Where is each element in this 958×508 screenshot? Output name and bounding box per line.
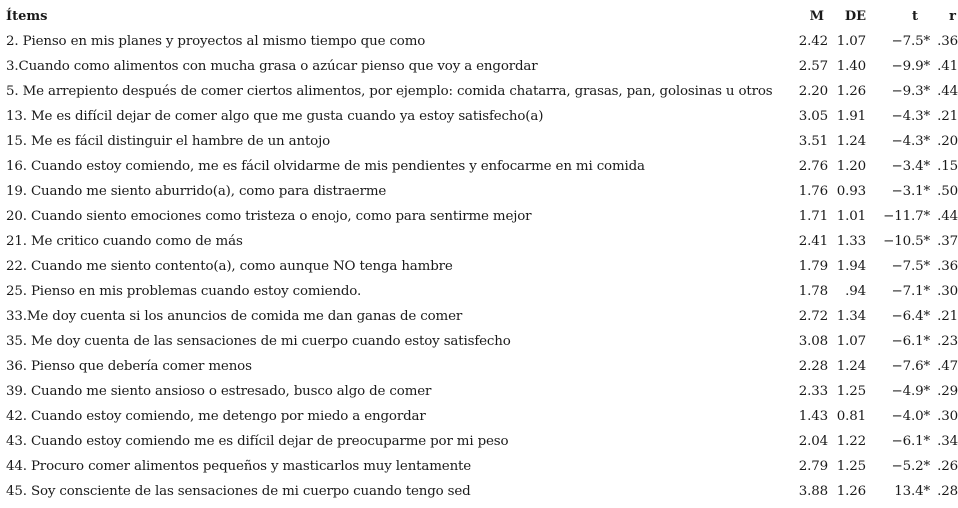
cell-item: 15. Me es fácil distinguir el hambre de un antojo [6,134,331,149]
cell-m: 2.42 [798,34,828,49]
cell-m: 2.28 [798,359,828,374]
cell-m: 1.78 [798,284,828,299]
cell-t: −9.3* [891,84,930,99]
cell-r: .21 [937,109,958,124]
cell-m: 2.20 [798,84,828,99]
cell-r: .21 [937,309,958,324]
table-row [6,304,958,329]
cell-item: 45. Soy consciente de las sensaciones de mi cuerpo cuando tengo sed [6,484,471,499]
cell-r: .26 [937,459,958,474]
cell-item: 3.Cuando como alimentos con mucha grasa o azúcar pienso que voy a engordar [6,59,538,74]
cell-t: −9.9* [891,59,930,74]
table-row [6,204,958,229]
cell-r: .37 [937,234,958,249]
cell-t: −7.6* [891,359,930,374]
cell-item: 13. Me es difícil dejar de comer algo que me gusta cuando ya estoy satisfecho(a) [6,109,544,124]
cell-t: −4.3* [891,109,930,124]
cell-r: .20 [937,134,958,149]
cell-r: .44 [937,84,958,99]
cell-item: 33.Me doy cuenta si los anuncios de comida me dan ganas de comer [6,309,463,324]
cell-item: 22. Cuando me siento contento(a), como aunque NO tenga hambre [6,259,453,274]
cell-r: .50 [937,184,958,199]
cell-m: 3.51 [798,134,828,149]
cell-de: .94 [845,284,866,299]
cell-m: 2.72 [798,309,828,324]
cell-item: 21. Me critico cuando como de más [6,234,243,249]
header-t: t [911,9,918,24]
cell-t: −3.4* [891,159,930,174]
cell-r: .29 [937,384,958,399]
table-row [6,479,958,504]
table-row [6,154,958,179]
cell-de: 1.22 [836,434,866,449]
cell-de: 1.01 [836,209,866,224]
header-r: r [949,9,956,24]
table-row [6,129,958,154]
cell-t: −7.5* [891,34,930,49]
cell-de: 1.07 [836,34,866,49]
table-row [6,54,958,79]
cell-item: 20. Cuando siento emociones como tristeza o enojo, como para sentirme mejor [6,209,532,224]
table-row [6,404,958,429]
items-table [6,5,958,504]
cell-r: .36 [937,259,958,274]
cell-item: 43. Cuando estoy comiendo me es difícil dejar de preocuparme por mi peso [6,434,509,449]
cell-item: 36. Pienso que debería comer menos [6,359,252,374]
cell-item: 44. Procuro comer alimentos pequeños y masticarlos muy lentamente [6,459,472,474]
cell-m: 2.57 [798,59,828,74]
cell-t: −11.7* [883,209,930,224]
table-header-row [6,5,958,29]
cell-r: .23 [937,334,958,349]
cell-de: 1.07 [836,334,866,349]
cell-t: −6.4* [891,309,930,324]
table-row [6,429,958,454]
cell-m: 2.79 [798,459,828,474]
cell-item: 19. Cuando me siento aburrido(a), como para distraerme [6,184,387,199]
cell-r: .34 [937,434,958,449]
table-row [6,179,958,204]
cell-de: 1.34 [836,309,866,324]
cell-m: 2.04 [798,434,828,449]
cell-item: 5. Me arrepiento después de comer ciertos alimentos, por ejemplo: comida chatarra, grasas, pan, golosinas u otros [6,84,773,99]
cell-de: 1.26 [836,84,866,99]
cell-de: 1.26 [836,484,866,499]
cell-m: 2.41 [798,234,828,249]
header-de: DE [844,9,866,24]
cell-item: 39. Cuando me siento ansioso o estresado, busco algo de comer [6,384,432,399]
cell-r: .36 [937,34,958,49]
cell-m: 1.71 [798,209,828,224]
cell-de: 1.40 [836,59,866,74]
cell-r: .30 [937,409,958,424]
cell-t: −4.0* [891,409,930,424]
table-row [6,379,958,404]
cell-t: −3.1* [891,184,930,199]
cell-de: 0.81 [836,409,866,424]
table-row [6,254,958,279]
table-row [6,279,958,304]
cell-de: 1.25 [836,384,866,399]
cell-r: .41 [937,59,958,74]
table-row [6,329,958,354]
cell-t: −7.1* [891,284,930,299]
table-row [6,79,958,104]
table-row [6,229,958,254]
table-row [6,454,958,479]
cell-m: 1.43 [798,409,828,424]
cell-m: 2.76 [798,159,828,174]
cell-t: −5.2* [891,459,930,474]
cell-m: 3.08 [798,334,828,349]
cell-m: 1.79 [798,259,828,274]
cell-de: 1.91 [836,109,866,124]
table-row [6,104,958,129]
cell-t: −6.1* [891,334,930,349]
cell-item: 42. Cuando estoy comiendo, me detengo por miedo a engordar [6,409,426,424]
cell-r: .28 [937,484,958,499]
cell-de: 1.94 [836,259,866,274]
header-items: Ítems [6,9,48,24]
table-row [6,354,958,379]
cell-item: 2. Pienso en mis planes y proyectos al mismo tiempo que como [6,34,426,49]
cell-m: 2.33 [798,384,828,399]
cell-de: 1.25 [836,459,866,474]
header-m: M [809,9,824,24]
cell-r: .30 [937,284,958,299]
cell-de: 1.20 [836,159,866,174]
cell-t: −4.9* [891,384,930,399]
cell-de: 0.93 [836,184,866,199]
cell-item: 16. Cuando estoy comiendo, me es fácil olvidarme de mis pendientes y enfocarme en mi comida [6,159,645,174]
cell-de: 1.33 [836,234,866,249]
cell-r: .44 [937,209,958,224]
cell-m: 1.76 [798,184,828,199]
cell-t: −6.1* [891,434,930,449]
cell-t: −7.5* [891,259,930,274]
table-row [6,29,958,54]
cell-t: 13.4* [894,484,930,499]
cell-m: 3.05 [798,109,828,124]
cell-item: 25. Pienso en mis problemas cuando estoy comiendo. [6,284,362,299]
cell-r: .15 [937,159,958,174]
cell-m: 3.88 [798,484,828,499]
cell-item: 35. Me doy cuenta de las sensaciones de mi cuerpo cuando estoy satisfecho [6,334,511,349]
cell-de: 1.24 [836,134,866,149]
cell-t: −10.5* [883,234,930,249]
cell-t: −4.3* [891,134,930,149]
cell-de: 1.24 [836,359,866,374]
cell-r: .47 [937,359,958,374]
